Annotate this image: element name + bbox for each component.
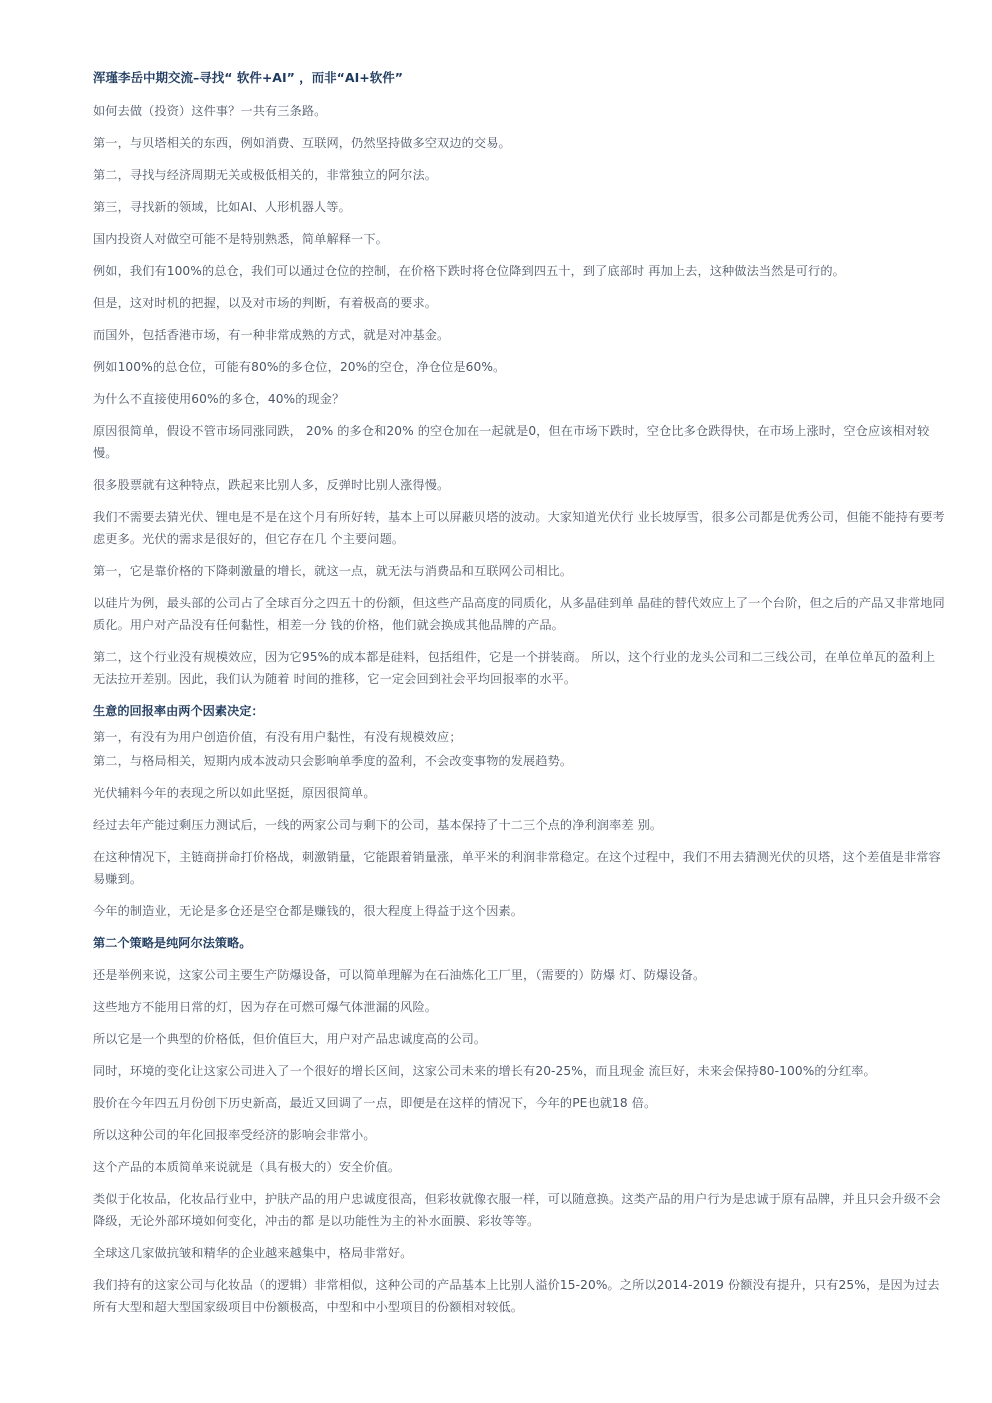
paragraph: 很多股票就有这种特点，跌起来比别人多，反弹时比别人涨得慢。 <box>93 478 450 492</box>
section-heading: 生意的回报率由两个因素决定： <box>93 704 264 718</box>
document-title: 浑瑾李岳中期交流–寻找“ 软件+AI” ，而非“AI+软件” <box>93 70 403 85</box>
paragraph: 这个产品的本质简单来说就是（具有极大的）安全价值。 <box>93 1160 401 1174</box>
section-heading: 第二个策略是纯阿尔法策略。 <box>93 936 252 950</box>
paragraph: 类似于化妆品，化妆品行业中，护肤产品的用户忠诚度很高，但彩妆就像衣服一样，可以随意换。这类产品的用户行为是忠诚于原有品牌，并且只会升级不会降级，无论外部环境如何变化，冲击的都 是以功能性为主的补水面膜、彩妆等等。 <box>93 1192 941 1228</box>
paragraph: 第二，寻找与经济周期无关或极低相关的，非常独立的阿尔法。 <box>93 168 438 182</box>
paragraph: 原因很简单，假设不管市场同涨同跌， 20% 的多仓和20% 的空仓加在一起就是0，但在市场下跌时，空仓比多仓跌得快，在市场上涨时，空仓应该相对较慢。 <box>93 424 930 460</box>
list-line: 第二，与格局相关，短期内成本波动只会影响单季度的盈利，不会改变事物的发展趋势。 <box>93 754 573 768</box>
paragraph: 还是举例来说，这家公司主要生产防爆设备，可以简单理解为在石油炼化工厂里，（需要的）防爆 灯、防爆设备。 <box>93 968 706 982</box>
paragraph: 股价在今年四五月份创下历史新高，最近又回调了一点，即便是在这样的情况下，今年的PE也就18 倍。 <box>93 1096 657 1110</box>
paragraph: 第一，与贝塔相关的东西，例如消费、互联网，仍然坚持做多空双边的交易。 <box>93 136 511 150</box>
paragraph: 第三，寻找新的领域，比如AI、人形机器人等。 <box>93 200 351 214</box>
paragraph: 全球这几家做抗皱和精华的企业越来越集中，格局非常好。 <box>93 1246 413 1260</box>
paragraph: 光伏辅料今年的表现之所以如此坚挺，原因很简单。 <box>93 786 376 800</box>
paragraph: 在这种情况下，主链商拼命打价格战，刺激销量，它能跟着销量涨，单平米的利润非常稳定。在这个过程中，我们不用去猜测光伏的贝塔，这个差值是非常容易赚到。 <box>93 850 941 886</box>
paragraph: 同时，环境的变化让这家公司进入了一个很好的增长区间，这家公司未来的增长有20-25%，而且现金 流巨好，未来会保持80-100%的分红率。 <box>93 1064 876 1078</box>
paragraph: 今年的制造业，无论是多仓还是空仓都是赚钱的，很大程度上得益于这个因素。 <box>93 904 524 918</box>
paragraph: 所以这种公司的年化回报率受经济的影响会非常小。 <box>93 1128 376 1142</box>
paragraph: 我们不需要去猜光伏、锂电是不是在这个月有所好转，基本上可以屏蔽贝塔的波动。大家知道光伏行 业长坡厚雪，很多公司都是优秀公司，但能不能持有要考虑更多。光伏的需求是很好的，但它存在几 个主要问题。 <box>93 510 945 546</box>
paragraph: 如何去做（投资）这件事？一共有三条路。 <box>93 104 327 118</box>
paragraph: 第一，它是靠价格的下降刺激量的增长，就这一点，就无法与消费品和互联网公司相比。 <box>93 564 573 578</box>
paragraph: 国内投资人对做空可能不是特别熟悉，简单解释一下。 <box>93 232 388 246</box>
document-page <box>93 68 945 1328</box>
paragraph: 而国外，包括香港市场，有一种非常成熟的方式，就是对冲基金。 <box>93 328 450 342</box>
paragraph: 第二，这个行业没有规模效应，因为它95%的成本都是硅料，包括组件，它是一个拼装商。 所以，这个行业的龙头公司和二三线公司，在单位单瓦的盈利上无法拉开差别。因此，我们认为随着 时间的推移，它一定会回到社会平均回报率的水平。 <box>93 650 936 686</box>
paragraph: 例如，我们有100%的总仓，我们可以通过仓位的控制，在价格下跌时将仓位降到四五十，到了底部时 再加上去，这种做法当然是可行的。 <box>93 264 845 278</box>
paragraph: 这些地方不能用日常的灯，因为存在可燃可爆气体泄漏的风险。 <box>93 1000 438 1014</box>
paragraph: 所以它是一个典型的价格低，但价值巨大，用户对产品忠诚度高的公司。 <box>93 1032 487 1046</box>
paragraph: 例如100%的总仓位，可能有80%的多仓位，20%的空仓，净仓位是60%。 <box>93 360 506 374</box>
paragraph: 以硅片为例，最头部的公司占了全球百分之四五十的份额，但这些产品高度的同质化，从多晶硅到单 晶硅的替代效应上了一个台阶，但之后的产品又非常地同质化。用户对产品没有任何黏性，相差一分 钱的价格，他们就会换成其他品牌的产品。 <box>93 596 945 632</box>
paragraph: 为什么不直接使用60%的多仓，40%的现金？ <box>93 392 345 406</box>
paragraph: 但是，这对时机的把握，以及对市场的判断，有着极高的要求。 <box>93 296 438 310</box>
paragraph: 经过去年产能过剩压力测试后，一线的两家公司与剩下的公司，基本保持了十二三个点的净利润率差 别。 <box>93 818 663 832</box>
paragraph: 我们持有的这家公司与化妆品（的逻辑）非常相似，这种公司的产品基本上比别人溢价15-20%。之所以2014-2019 份额没有提升，只有25%，是因为过去所有大型和超大型国家级项目中份额极高，中型和中小型项目的份额相对较低。 <box>93 1278 940 1314</box>
list-line: 第一，有没有为用户创造价值，有没有用户黏性，有没有规模效应； <box>93 730 462 744</box>
